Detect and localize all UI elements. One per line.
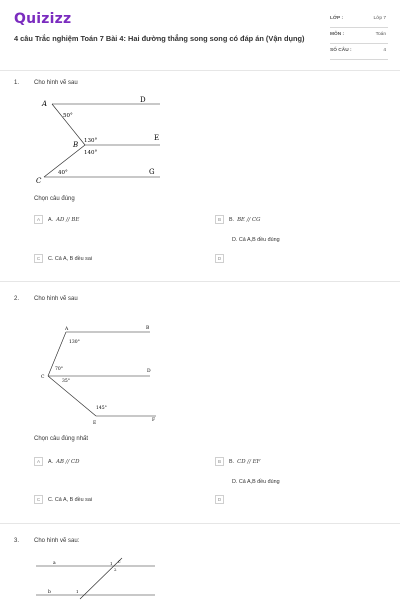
point-a-label: A — [42, 100, 48, 108]
option-letter-box: B — [215, 215, 224, 224]
point-c-label: C — [36, 177, 42, 185]
worksheet-meta — [330, 12, 388, 60]
meta-label: SỐ CÂU : — [330, 48, 352, 53]
angle-40-label: 40° — [58, 170, 68, 176]
option-letter-box: A — [34, 215, 43, 224]
question-text: Cho hình vẽ sau — [34, 80, 78, 86]
point-f-label: F — [152, 418, 156, 423]
quizizz-logo: Quizizz — [14, 11, 72, 27]
angle-35-label: 35° — [62, 379, 70, 384]
option-a[interactable] — [34, 215, 79, 224]
option-c[interactable] — [34, 254, 92, 263]
option-d[interactable] — [215, 254, 229, 263]
option-letter-box: C — [34, 254, 43, 263]
line-a-label: a — [53, 561, 56, 566]
option-letter-box: B — [215, 457, 224, 466]
worksheet-title: 4 câu Trắc nghiệm Toán 7 Bài 4: Hai đường thẳng song song có đáp án (Vận dụng) — [14, 34, 305, 43]
option-text: AB // CD — [56, 458, 80, 465]
angle-130-label: 130° — [69, 340, 80, 345]
angle-2-label: 2 — [114, 567, 117, 572]
meta-row-subject — [330, 28, 388, 44]
header-divider — [0, 70, 400, 71]
line-c-label: c — [118, 560, 121, 565]
meta-label: MÔN : — [330, 32, 345, 37]
angle-1b-label: 1 — [76, 589, 79, 594]
option-letter-box: D — [215, 495, 224, 504]
angle-130-label: 130° — [84, 138, 98, 144]
option-prefix: A. — [48, 216, 54, 223]
angle-145-label: 145° — [96, 406, 107, 411]
angle-50-label: 50° — [63, 113, 73, 119]
question-2-figure — [38, 320, 163, 425]
option-letter-box: C — [34, 495, 43, 504]
point-e-label: E — [154, 134, 160, 142]
option-d[interactable] — [215, 495, 229, 504]
option-a[interactable] — [34, 457, 79, 466]
question-divider — [0, 523, 400, 524]
option-text: C. Cả A, B đều sai — [48, 496, 93, 503]
option-prefix: B. — [229, 216, 235, 223]
point-d-label: D — [147, 369, 151, 374]
question-prompt: Chọn câu đúng nhất — [34, 436, 89, 442]
point-a-label: A — [65, 327, 69, 332]
question-number: 1. — [14, 80, 20, 86]
option-text: AD // BE — [56, 216, 80, 223]
question-text: Cho hình vẽ sau: — [34, 538, 80, 544]
point-e-label: E — [93, 421, 97, 425]
option-d-text: D. Cả A,B đều đúng — [232, 479, 280, 485]
meta-row-count — [330, 44, 388, 60]
line-b-label: b — [48, 590, 51, 595]
point-b-label: B — [146, 326, 150, 331]
angle-70-label: 70° — [55, 367, 63, 372]
option-letter-box: A — [34, 457, 43, 466]
meta-value: 4 — [383, 48, 386, 53]
meta-row-class — [330, 12, 388, 28]
option-c[interactable] — [34, 495, 92, 504]
angle-140-label: 140° — [84, 150, 98, 156]
meta-value: Lớp 7 — [373, 16, 386, 21]
option-text: CD // EF — [237, 458, 261, 465]
question-number: 3. — [14, 538, 20, 544]
option-prefix: A. — [48, 458, 54, 465]
meta-label: LỚP : — [330, 16, 344, 21]
point-b-label: B — [73, 141, 79, 149]
option-d-text: D. Cả A,B đều đúng — [232, 237, 280, 243]
point-c-label: C — [41, 375, 45, 380]
question-number: 2. — [14, 296, 20, 302]
point-d-label: D — [140, 96, 146, 104]
option-prefix: B. — [229, 458, 235, 465]
option-text: C. Cả A, B đều sai — [48, 255, 93, 262]
angle-1-label: 1 — [110, 561, 113, 566]
meta-value: Toán — [375, 32, 386, 37]
question-1-figure — [30, 92, 170, 187]
question-3-figure — [30, 555, 160, 600]
option-letter-box: D — [215, 254, 224, 263]
option-text: BE // CG — [237, 216, 261, 223]
option-b[interactable] — [215, 457, 260, 466]
point-g-label: G — [149, 168, 155, 176]
question-divider — [0, 281, 400, 282]
question-text: Cho hình vẽ sau — [34, 296, 78, 302]
question-prompt: Chọn câu đúng — [34, 196, 75, 202]
option-b[interactable] — [215, 215, 260, 224]
